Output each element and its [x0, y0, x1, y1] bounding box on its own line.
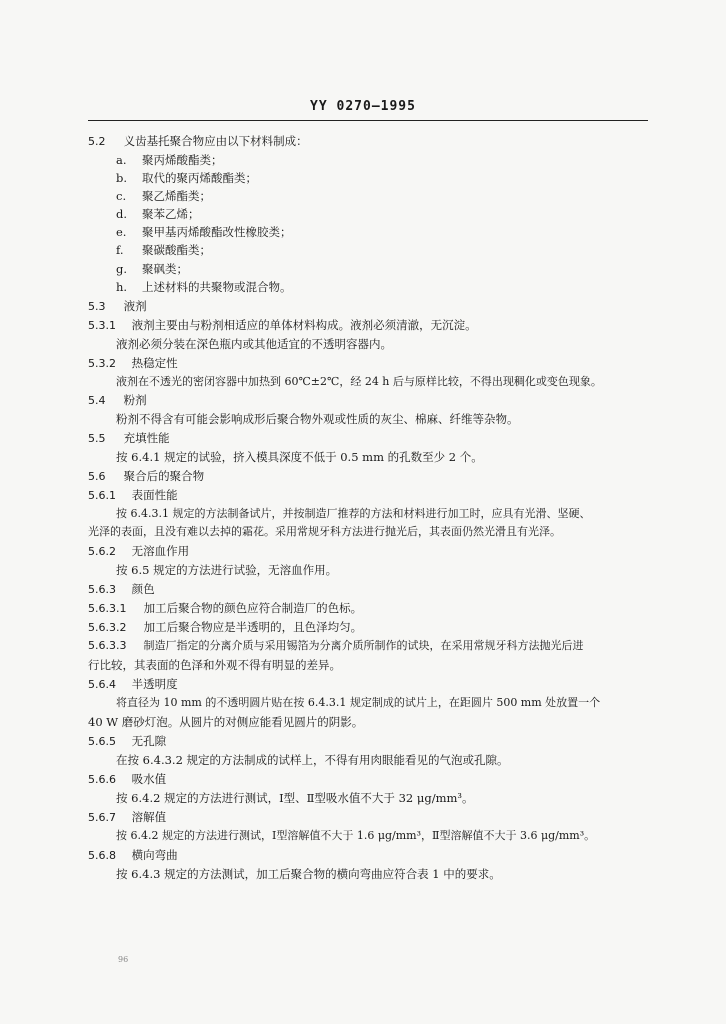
clause-number: 5.3.2 — [88, 357, 116, 370]
clause-text: 义齿基托聚合物应由以下材料制成： — [123, 134, 308, 148]
clause-number: 5.3.1 — [88, 319, 116, 332]
clause-5-3-1 — [88, 317, 477, 334]
list-text: 聚丙烯酸酯类； — [142, 153, 223, 167]
clause-5-6-4 — [88, 676, 178, 693]
clause-title: 充填性能 — [123, 431, 170, 445]
list-text: 上述材料的共聚物或混合物。 — [142, 280, 292, 294]
list-text: 聚苯乙烯； — [142, 207, 200, 221]
clause-title: 热稳定性 — [131, 356, 178, 370]
paragraph-line: 按 6.4.1 规定的试验，挤入模具深度不低于 0.5 mm 的孔数至少 2 个。 — [116, 450, 483, 464]
paragraph-line: 在按 6.4.3.2 规定的方法制成的试样上，不得有用肉眼能看见的气泡或孔隙。 — [116, 753, 509, 767]
list-text: 聚砜类； — [142, 262, 188, 276]
paragraph-line: 按 6.4.3 规定的方法测试，加工后聚合物的横向弯曲应符合表 1 中的要求。 — [116, 867, 501, 881]
clause-title: 液剂 — [123, 299, 147, 313]
clause-5-3-2 — [88, 355, 178, 372]
paragraph-line: 光泽的表面，且没有难以去掉的霜花。采用常规牙科方法进行抛光后，其表面仍然光滑且有光泽。 — [88, 525, 561, 538]
list-marker: c. — [116, 189, 127, 203]
list-item — [116, 152, 223, 168]
clause-5-6-3-2 — [88, 619, 362, 636]
clause-5-6-2 — [88, 543, 189, 560]
clause-title: 溶解值 — [131, 810, 167, 824]
list-marker: d. — [116, 207, 128, 221]
list-marker: h. — [116, 280, 128, 294]
list-item — [116, 188, 211, 204]
paragraph-line: 按 6.4.2 规定的方法进行测试，Ⅰ型溶解值不大于 1.6 μg/mm³，Ⅱ型溶解值不大于 3.6 μg/mm³。 — [116, 829, 596, 842]
paragraph-line: 粉剂不得含有可能会影响成形后聚合物外观或性质的灰尘、棉麻、纤维等杂物。 — [116, 412, 519, 426]
clause-5-6-3-1 — [88, 600, 362, 617]
clause-title: 横向弯曲 — [131, 848, 178, 862]
paragraph-line: 行比较，其表面的色泽和外观不得有明显的差异。 — [88, 658, 341, 672]
list-marker: a. — [116, 153, 127, 167]
list-item — [116, 206, 200, 222]
clause-5-6-8 — [88, 847, 178, 864]
clause-number: 5.6.4 — [88, 678, 116, 691]
paragraph-line: 将直径为 10 mm 的不透明圆片贴在按 6.4.3.1 规定制成的试片上，在距圆片 500 mm 处放置一个 — [116, 696, 601, 709]
clause-5-6-5 — [88, 733, 166, 750]
list-item — [116, 279, 292, 295]
paragraph-line: 40 W 磨砂灯泡。从圆片的对侧应能看见圆片的阴影。 — [88, 715, 364, 729]
clause-number: 5.2 — [88, 135, 106, 148]
list-text: 聚碳酸酯类； — [142, 243, 211, 257]
clause-text: 制造厂指定的分离介质与采用锡箔为分离介质所制作的试块，在采用常规牙科方法抛光后进 — [143, 639, 584, 652]
clause-5-6-7 — [88, 809, 166, 826]
clause-number: 5.6.3.1 — [88, 602, 127, 615]
clause-number: 5.4 — [88, 394, 106, 407]
clause-text: 加工后聚合物的颜色应符合制造厂的色标。 — [143, 601, 363, 615]
clause-number: 5.6.1 — [88, 489, 116, 502]
clause-number: 5.6 — [88, 470, 106, 483]
clause-5-6-3 — [88, 581, 155, 598]
list-text: 取代的聚丙烯酸酯类； — [142, 171, 257, 185]
clause-number: 5.6.6 — [88, 773, 116, 786]
clause-number: 5.5 — [88, 432, 106, 445]
clause-5-4 — [88, 392, 147, 409]
clause-title: 无溶血作用 — [131, 544, 190, 558]
list-marker: g. — [116, 262, 128, 276]
list-text: 聚甲基丙烯酸酯改性橡胶类； — [142, 225, 292, 239]
clause-title: 半透明度 — [131, 677, 178, 691]
paragraph-line: 按 6.4.2 规定的方法进行测试，Ⅰ型、Ⅱ型吸水值不大于 32 μg/mm³。 — [116, 791, 474, 805]
clause-title: 聚合后的聚合物 — [123, 469, 205, 483]
list-marker: b. — [116, 171, 128, 185]
clause-5-3 — [88, 298, 147, 315]
clause-number: 5.3 — [88, 300, 106, 313]
clause-number: 5.6.5 — [88, 735, 116, 748]
clause-title: 表面性能 — [131, 488, 178, 502]
clause-5-5 — [88, 430, 170, 447]
clause-5-6 — [88, 468, 204, 485]
paragraph-line: 液剂在不透光的密闭容器中加热到 60℃±2℃，经 24 h 后与原样比较，不得出现稠化或变色现象。 — [116, 375, 602, 388]
clause-number: 5.6.2 — [88, 545, 116, 558]
clause-title: 无孔隙 — [131, 734, 167, 748]
page-number: 96 — [118, 955, 129, 964]
clause-number: 5.6.7 — [88, 811, 116, 824]
header-rule — [88, 120, 648, 121]
clause-5-6-6 — [88, 771, 166, 788]
clause-title: 颜色 — [131, 582, 155, 596]
clause-title: 吸水值 — [131, 772, 167, 786]
list-text: 聚乙烯酯类； — [142, 189, 211, 203]
list-marker: f. — [116, 243, 124, 257]
list-item — [116, 224, 292, 240]
list-marker: e. — [116, 225, 127, 239]
list-item — [116, 261, 188, 277]
clause-number: 5.6.8 — [88, 849, 116, 862]
paragraph-line: 按 6.4.3.1 规定的方法制备试片，并按制造厂推荐的方法和材料进行加工时，应具有光滑、坚硬、 — [116, 507, 591, 520]
clause-text: 液剂主要由与粉剂相适应的单体材料构成。液剂必须清澈，无沉淀。 — [131, 318, 477, 332]
clause-number: 5.6.3.2 — [88, 621, 127, 634]
standard-number-header: YY 0270—1995 — [310, 99, 416, 114]
clause-number: 5.6.3 — [88, 583, 116, 596]
paragraph-line: 液剂必须分装在深色瓶内或其他适宜的不透明容器内。 — [116, 337, 392, 351]
clause-title: 粉剂 — [123, 393, 147, 407]
list-item — [116, 170, 257, 186]
clause-number: 5.6.3.3 — [88, 639, 127, 652]
paragraph-line: 按 6.5 规定的方法进行试验，无溶血作用。 — [116, 563, 338, 577]
clause-5-2 — [88, 133, 308, 150]
clause-5-6-3-3 — [88, 638, 584, 654]
list-item — [116, 242, 211, 258]
clause-text: 加工后聚合物应是半透明的，且色泽均匀。 — [143, 620, 363, 634]
clause-5-6-1 — [88, 487, 178, 504]
